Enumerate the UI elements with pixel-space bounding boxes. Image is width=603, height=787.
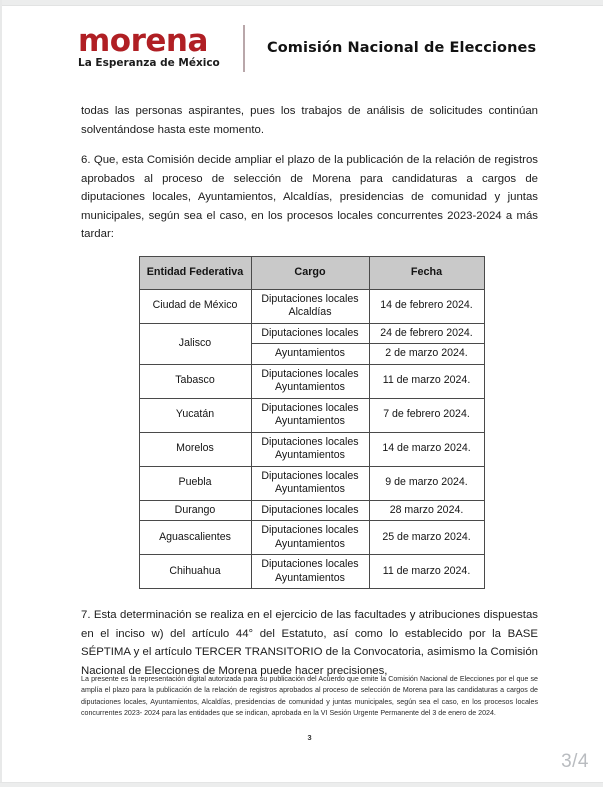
table-row (139, 466, 484, 500)
brand-tagline: La Esperanza de México (78, 57, 220, 69)
page-title: Comisión Nacional de Elecciones (267, 40, 537, 56)
header-divider (243, 25, 245, 72)
cell-cargo: Diputaciones locales (251, 500, 369, 521)
table-row (139, 398, 484, 432)
document-footer (3, 674, 600, 742)
cell-fecha: 24 de febrero 2024. (369, 323, 484, 344)
table-row (139, 432, 484, 466)
document-body (3, 102, 600, 680)
cell-cargo: Diputaciones locales Ayuntamientos (251, 398, 369, 432)
cell-entidad: Ciudad de México (139, 289, 251, 323)
cell-cargo: Diputaciones locales Alcaldías (251, 289, 369, 323)
cell-cargo: Diputaciones locales Ayuntamientos (251, 555, 369, 589)
schedule-table (139, 256, 485, 590)
cell-cargo: Ayuntamientos (251, 344, 369, 365)
table-row (139, 364, 484, 398)
cell-entidad: Puebla (139, 466, 251, 500)
paragraph-item-7: 7. Esta determinación se realiza en el ejercicio de las facultades y atribuciones dispuestas en el inciso w) del artículo 44° del Estatuto, así como lo establecido por la BASE SÉPTIMA y el artículo TERCER TRANSITORIO de la Convocatoria, asimismo la Comisión Nacional de Elecciones de Morena puede hacer precisiones, (81, 609, 538, 677)
cell-fecha: 14 de febrero 2024. (369, 289, 484, 323)
document-page (3, 6, 600, 781)
paragraph-item-6: 6. Que, esta Comisión decide ampliar el plazo de la publicación de la relación de registros aprobados al proceso de selección de Morena para candidaturas a cargos de diputaciones locales, Ayuntamientos, Alcaldías, presidencias de comunidad y juntas municipales, según sea el caso, en los procesos locales concurrentes 2023-2024 a más tardar: (81, 154, 538, 240)
cell-fecha: 25 de marzo 2024. (369, 521, 484, 555)
paragraph-continued: todas las personas aspirantes, pues los trabajos de análisis de solicitudes continúan solventándose hasta este momento. (81, 105, 538, 136)
cell-entidad: Aguascalientes (139, 521, 251, 555)
table-row (139, 500, 484, 521)
table-row (139, 289, 484, 323)
cell-cargo: Diputaciones locales Ayuntamientos (251, 466, 369, 500)
schedule-table-wrapper (81, 256, 538, 590)
cell-fecha: 14 de marzo 2024. (369, 432, 484, 466)
table-row (139, 555, 484, 589)
scan-left-edge (0, 0, 2, 787)
cell-fecha: 11 de marzo 2024. (369, 364, 484, 398)
column-header-fecha: Fecha (369, 256, 484, 289)
cell-entidad: Tabasco (139, 364, 251, 398)
printed-page-number: 3 (307, 732, 312, 742)
brand-wordmark: morena (78, 23, 208, 59)
cell-fecha: 7 de febrero 2024. (369, 398, 484, 432)
cell-fecha: 2 de marzo 2024. (369, 344, 484, 365)
cell-cargo: Diputaciones locales Ayuntamientos (251, 364, 369, 398)
footer-disclaimer: La presente es la representación digital autorizada para su publicación del Acuerdo que emite la Comisión Nacional de Elecciones por el que se amplía el plazo para la publicación de la relación de registros aprobados al proceso de selección de Morena para las candidaturas a cargos de diputaciones locales, Ayuntamientos, Alcaldías, presidencias de comunidad y juntas municipales, según sea el caso, en los procesos locales concurrentes 2023- 2024 para las entidades que se indican, aprobada en la VI Sesión Urgente Permanente del 3 de enero de 2024. (81, 675, 538, 718)
cell-fecha: 28 marzo 2024. (369, 500, 484, 521)
table-header-row (139, 256, 484, 289)
viewer-page-indicator: 3/4 (561, 751, 589, 772)
column-header-cargo: Cargo (251, 256, 369, 289)
cell-cargo: Diputaciones locales Ayuntamientos (251, 521, 369, 555)
cell-cargo: Diputaciones locales (251, 323, 369, 344)
cell-entidad: Chihuahua (139, 555, 251, 589)
cell-entidad: Durango (139, 500, 251, 521)
morena-logo (78, 23, 228, 70)
cell-entidad: Jalisco (139, 323, 251, 364)
table-row (139, 323, 484, 344)
cell-entidad: Morelos (139, 432, 251, 466)
table-row (139, 521, 484, 555)
document-header (3, 6, 600, 68)
cell-fecha: 11 de marzo 2024. (369, 555, 484, 589)
table-body (139, 289, 484, 589)
cell-fecha: 9 de marzo 2024. (369, 466, 484, 500)
scan-bottom-edge (0, 782, 603, 787)
column-header-entidad: Entidad Federativa (139, 256, 251, 289)
table-head (139, 256, 484, 289)
cell-cargo: Diputaciones locales Ayuntamientos (251, 432, 369, 466)
cell-entidad: Yucatán (139, 398, 251, 432)
